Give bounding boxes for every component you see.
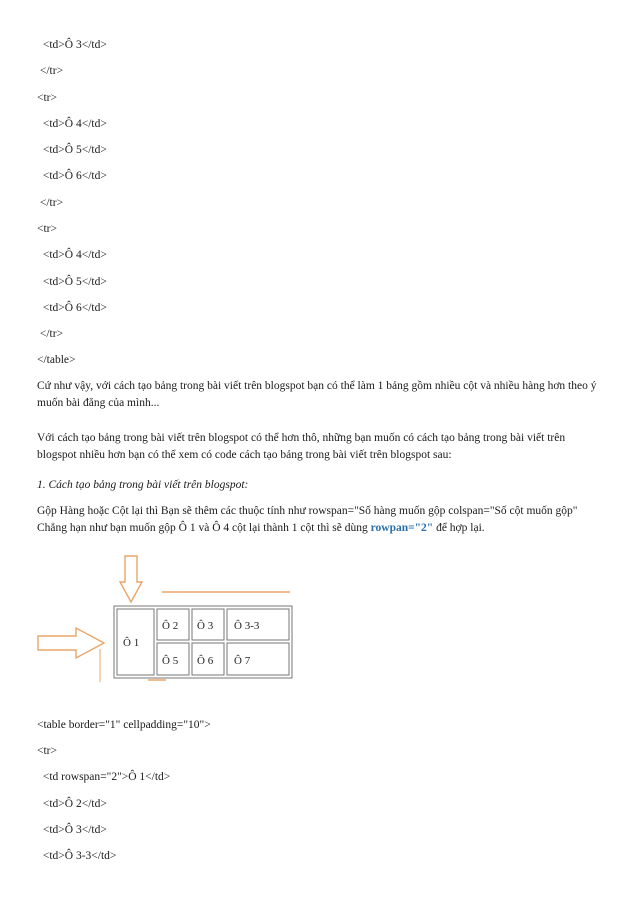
code-line: <td>Ô 5</td>: [40, 276, 107, 288]
code-line: <td>Ô 2</td>: [40, 798, 107, 810]
code-line: <td>Ô 5</td>: [40, 144, 107, 156]
code-line: <table border="1" cellpadding="10">: [37, 719, 211, 731]
cell: Ô 7: [234, 655, 251, 667]
code-line: <tr>: [37, 92, 57, 104]
example-table: [114, 606, 292, 678]
code-line: <td>Ô 6</td>: [40, 302, 107, 314]
cell: Ô 5: [162, 655, 179, 667]
instruction-text: Chẳng hạn như bạn muốn gộp Ô 1 và Ô 4 cột lại thành 1 cột thì sẽ dùng: [37, 522, 371, 534]
code-line: <td>Ô 3-3</td>: [40, 850, 117, 862]
code-line: <tr>: [37, 223, 57, 235]
code-line: <td>Ô 3</td>: [40, 39, 107, 51]
right-arrow-icon: [38, 628, 104, 658]
paragraph-instructions: [37, 503, 607, 537]
down-arrow-icon: [120, 556, 142, 602]
code-line: <td rowspan="2">Ô 1</td>: [40, 771, 171, 783]
instruction-text-end: để hợp lại.: [433, 522, 485, 534]
code-line: </tr>: [37, 65, 64, 77]
code-line: </tr>: [37, 197, 64, 209]
cell: Ô 3-3: [234, 620, 260, 632]
merged-cell-figure: [36, 554, 296, 684]
cell: Ô 6: [197, 655, 214, 667]
code-line: <td>Ô 3</td>: [40, 824, 107, 836]
section-heading: 1. Cách tạo bảng trong bài viết trên blogspot:: [37, 479, 249, 491]
paragraph-intro: Với cách tạo bảng trong bài viết trên blogspot có thể hơn thô, những bạn muốn có cách tạo bảng trong bài viết trên blogspot nhiều hơn bạn có thể xem có code cách tạo bảng trong bài viết trên blogspot sau:: [37, 432, 566, 461]
instruction-line: Gộp Hàng hoặc Cột lại thì Bạn sẽ thêm các thuộc tính như rowspan="Số hàng muốn gộp colspan="Số cột muốn gộp": [37, 505, 578, 517]
code-line: <td>Ô 4</td>: [40, 118, 107, 130]
cell: Ô 2: [162, 620, 179, 632]
code-line: </table>: [37, 354, 76, 366]
cell-merged: Ô 1: [123, 637, 140, 649]
cell: Ô 3: [197, 620, 214, 632]
paragraph-summary: Cứ như vậy, với cách tạo bảng trong bài viết trên blogspot bạn có thể làm 1 bảng gồm nhiều cột và nhiều hàng hơn theo ý muốn bài đăng của mình...: [37, 380, 597, 409]
rowspan-highlight: rowpan="2": [370, 522, 434, 534]
code-line: <td>Ô 4</td>: [40, 249, 107, 261]
code-line: <td>Ô 6</td>: [40, 170, 107, 182]
code-line: <tr>: [37, 745, 57, 757]
code-line: </tr>: [37, 328, 64, 340]
